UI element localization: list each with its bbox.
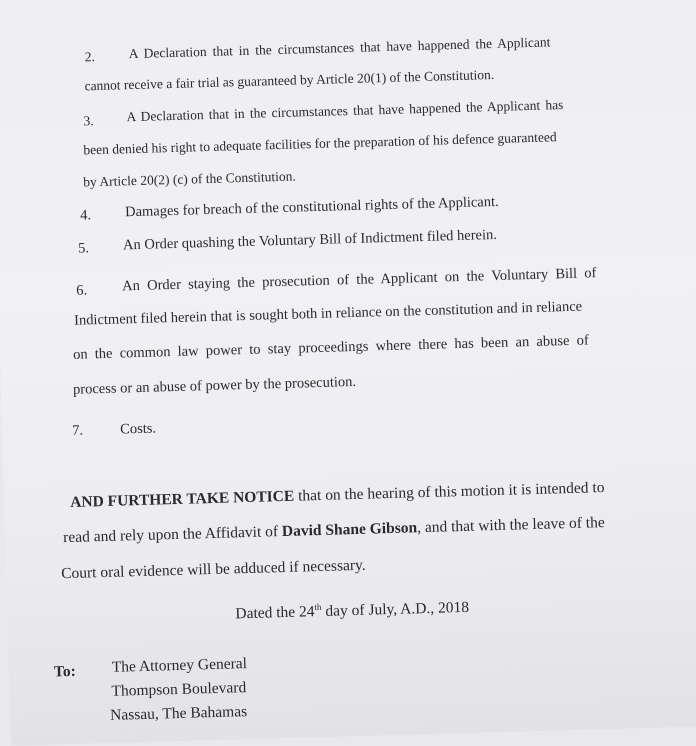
affiant-name: David Shane Gibson <box>281 519 418 541</box>
item-6-line-1: An Order staying the prosecution of the Applicant on the Voluntary Bill of <box>121 265 597 295</box>
item-6-number: 6. <box>76 282 88 299</box>
item-6-line-2: Indictment filed herein that is sought both in reliance on the constitution and in reliance <box>73 298 583 329</box>
item-6-line-3: on the common law power to stay proceedings where there has been an abuse of <box>72 332 589 363</box>
recipient-line-3: Nassau, The Bahamas <box>109 703 248 724</box>
recipient-line-1: The Attorney General <box>111 655 248 676</box>
item-3-line-1: A Declaration that in the circumstances that have happened the Applicant has <box>126 97 564 125</box>
notice-line-2 <box>63 514 605 547</box>
notice-line-2-end: , and that with the leave of the <box>416 514 605 537</box>
recipient-line-2: Thompson Boulevard <box>111 679 247 700</box>
item-4-line-1: Damages for breach of the constitutional rights of the Applicant. <box>124 193 499 221</box>
item-2-line-2: cannot receive a fair trial as guaranteed by Article 20(1) of the Constitution. <box>84 66 495 94</box>
notice-line-3: Court oral evidence will be adduced if necessary. <box>60 556 366 583</box>
notice-lead: AND FURTHER TAKE NOTICE <box>69 487 295 511</box>
notice-line-1-rest: that on the hearing of this motion it is intended to <box>293 479 605 505</box>
item-4-number: 4. <box>79 207 92 224</box>
item-6-line-4: process or an abuse of power by the prosecution. <box>72 373 357 398</box>
item-7-line-1: Costs. <box>119 420 157 438</box>
dated-line <box>235 599 469 624</box>
dated-prefix: Dated the 24 <box>235 603 315 623</box>
to-label: To: <box>53 662 76 681</box>
item-2-number: 2. <box>84 49 96 65</box>
dated-suffix: th <box>314 601 322 613</box>
notice-line-1 <box>70 479 605 512</box>
dated-rest: day of July, A.D., 2018 <box>321 598 470 620</box>
item-3-line-3: by Article 20(2) (c) of the Constitution. <box>83 168 296 190</box>
item-2-line-1: A Declaration that in the circumstances that have happened the Applicant <box>128 34 551 62</box>
item-5-line-1: An Order quashing the Voluntary Bill of Indictment filed herein. <box>122 226 498 254</box>
item-7-number: 7. <box>71 422 84 439</box>
item-3-line-2: been denied his right to adequate facilities for the preparation of his defence guaranteed <box>83 129 557 158</box>
item-3-number: 3. <box>83 113 94 129</box>
item-5-number: 5. <box>77 240 90 257</box>
notice-line-2-start: read and rely upon the Affidavit of <box>62 523 283 547</box>
